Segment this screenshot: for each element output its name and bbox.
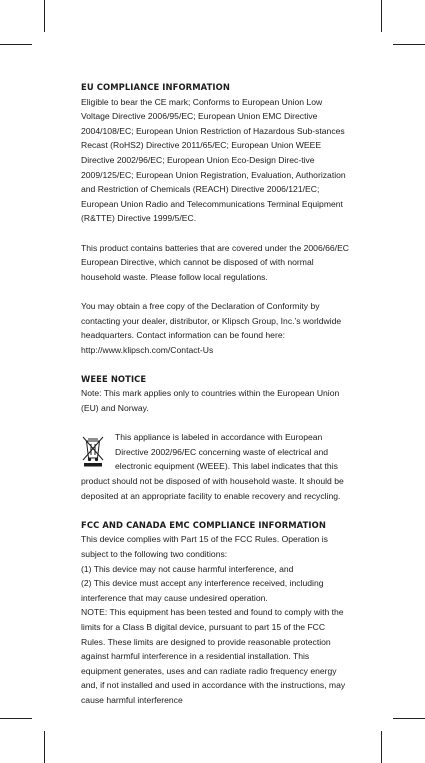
fcc-intro: This device complies with Part 15 of the FCC Rules. Operation is subject to the following two conditions:: [81, 534, 328, 559]
fcc-compliance-heading: FCC AND CANADA EMC COMPLIANCE INFORMATION: [81, 519, 326, 530]
weee-label-text: This appliance is labeled in accordance with European Directive 2002/96/EC concerning waste of electrical and electronic equipment (WEEE). This label indicates that this product should not be disposed of with household waste. It should be deposited at an appropriate facility to enable recovery and recycling.: [81, 432, 344, 501]
fcc-note: NOTE: This equipment has been tested and found to comply with the limits for a Class B digital device, pursuant to part 15 of the FCC Rules. These limits are designed to provide reasonable protection against harmful interference in a residential installation. This equipment generates, uses and can radiate radio frequency energy and, if not installed and used in accordance with the instructions, may cause harmful interference: [81, 607, 346, 705]
weee-label-block: [81, 430, 349, 503]
fcc-condition-2: (2) This device must accept any interference received, including interference that may cause undesired operation.: [81, 578, 324, 603]
eu-directives-paragraph: Eligible to bear the CE mark; Conforms to European Union Low Voltage Directive 2006/95/EC; European Union EMC Directive 2004/108/EC; European Union Restriction of Hazardous Sub-stances Recast (RoHS2) Directive 2011/65/EC; European Union WEEE Directive 2002/96/EC; European Union Eco-Design Direc-tive 2009/125/EC; European Union Registration, Evaluation, Authorization and Restriction of Chemicals (REACH) Directive 2006/121/EC; European Union Radio and Telecommunications Terminal Equipment (R&TTE) Directive 1999/5/EC.: [81, 96, 346, 224]
crop-mark-bottom-right-vertical: [381, 731, 382, 763]
crop-mark-top-left-vertical: [44, 0, 45, 32]
weee-notice-heading: WEEE NOTICE: [81, 373, 147, 384]
crop-mark-bottom-left-horizontal: [0, 718, 32, 719]
eu-compliance-heading: EU COMPLIANCE INFORMATION: [81, 82, 230, 92]
eu-declaration-paragraph: You may obtain a free copy of the Declaration of Conformity by contacting your dealer, distributor, or Klipsch Group, Inc.’s worldwide headquarters. Contact information can be found here: http://www.klipsch.com/Contact-Us: [81, 300, 342, 355]
crop-mark-top-left-horizontal: [0, 44, 32, 45]
weee-note: Note: This mark applies only to countries within the European Union (EU) and Norway.: [81, 388, 340, 414]
crop-mark-bottom-right-horizontal: [393, 718, 425, 719]
compliance-document: [81, 80, 349, 708]
fcc-condition-1: (1) This device may not cause harmful interference, and: [81, 563, 294, 574]
eu-batteries-paragraph: This product contains batteries that are covered under the 2006/66/EC European Directive, which cannot be disposed of with normal household waste. Please follow local regulations.: [81, 242, 350, 282]
crop-mark-bottom-left-vertical: [44, 731, 45, 763]
crop-mark-top-right-vertical: [381, 0, 382, 32]
crop-mark-top-right-horizontal: [393, 44, 425, 45]
crossed-out-wheelie-bin-icon: [81, 434, 105, 467]
